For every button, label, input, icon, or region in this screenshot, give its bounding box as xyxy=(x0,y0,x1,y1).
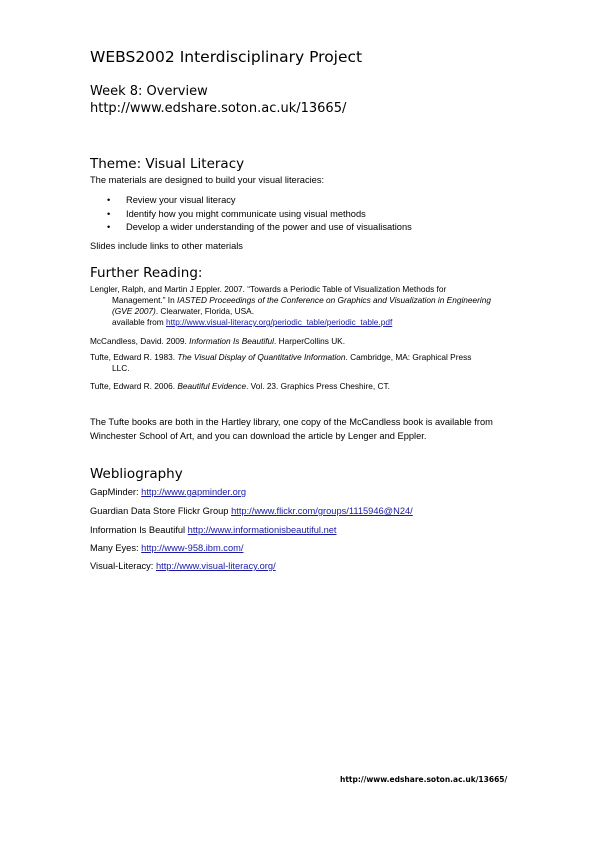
flickr-group-link[interactable]: http://www.flickr.com/groups/1115946@N24/ xyxy=(231,506,413,516)
reference-tufte-1983: Tufte, Edward R. 1983. The Visual Display of Quantitative Information. Cambridge, MA: Graphical Press LLC. xyxy=(90,352,472,373)
page-footer-url: http://www.edshare.soton.ac.uk/13665/ xyxy=(340,775,508,784)
information-is-beautiful-link[interactable]: http://www.informationisbeautiful.net xyxy=(187,525,337,535)
edshare-url-heading: http://www.edshare.soton.ac.uk/13665/ xyxy=(90,101,347,116)
list-item: • Review your visual literacy xyxy=(90,194,412,208)
reference-lengler: Lengler, Ralph, and Martin J Eppler. 2007. “Towards a Periodic Table of Visualization Methods for Management.” In IASTED Proceedings of the Conference on Graphics and Visualization in Engineering (GVE 2007). Clearwater, Florida, USA. available from http://www.visual-literacy.org/periodic_table/periodic_table.pdf xyxy=(90,284,491,327)
webliography-item-manyeyes: Many Eyes: http://www-958.ibm.com/ xyxy=(90,543,244,553)
webliography-item-visual-literacy: Visual-Literacy: http://www.visual-literacy.org/ xyxy=(90,561,276,571)
week-heading: Week 8: Overview xyxy=(90,84,208,99)
bullet-icon: • xyxy=(107,195,111,205)
list-item: • Identify how you might communicate using visual methods xyxy=(90,208,412,222)
periodic-table-link[interactable]: http://www.visual-literacy.org/periodic_table/periodic_table.pdf xyxy=(165,317,393,327)
bullet-icon: • xyxy=(107,208,111,219)
reference-tufte-2006: Tufte, Edward R. 2006. Beautiful Evidence. Vol. 23. Graphics Press Cheshire, CT. xyxy=(90,381,390,391)
theme-intro: The materials are designed to build your visual literacies: xyxy=(90,175,325,185)
slides-note: Slides include links to other materials xyxy=(90,241,243,251)
theme-bullet-list xyxy=(90,194,412,235)
webliography-item-infobeautiful: Information Is Beautiful http://www.informationisbeautiful.net xyxy=(90,525,337,535)
webliography-item-guardian: Guardian Data Store Flickr Group http://www.flickr.com/groups/1115946@N24/ xyxy=(90,506,413,516)
document-title: WEBS2002 Interdisciplinary Project xyxy=(90,48,363,66)
visual-literacy-link[interactable]: http://www.visual-literacy.org/ xyxy=(155,561,276,571)
list-item: • Develop a wider understanding of the power and use of visualisations xyxy=(90,221,412,235)
further-reading-heading: Further Reading: xyxy=(90,265,203,281)
webliography-item-gapminder: GapMinder: http://www.gapminder.org xyxy=(90,487,247,497)
webliography-heading: Webliography xyxy=(90,466,183,482)
bullet-icon: • xyxy=(107,222,111,232)
reference-mccandless: McCandless, David. 2009. Information Is Beautiful. HarperCollins UK. xyxy=(90,336,346,346)
many-eyes-link[interactable]: http://www-958.ibm.com/ xyxy=(141,543,244,553)
gapminder-link[interactable]: http://www.gapminder.org xyxy=(141,487,247,497)
library-note: The Tufte books are both in the Hartley library, one copy of the McCandless book is available from Winchester School of Art, and you can download the article by Lenger and Eppler. xyxy=(90,417,493,441)
theme-heading: Theme: Visual Literacy xyxy=(90,156,245,172)
